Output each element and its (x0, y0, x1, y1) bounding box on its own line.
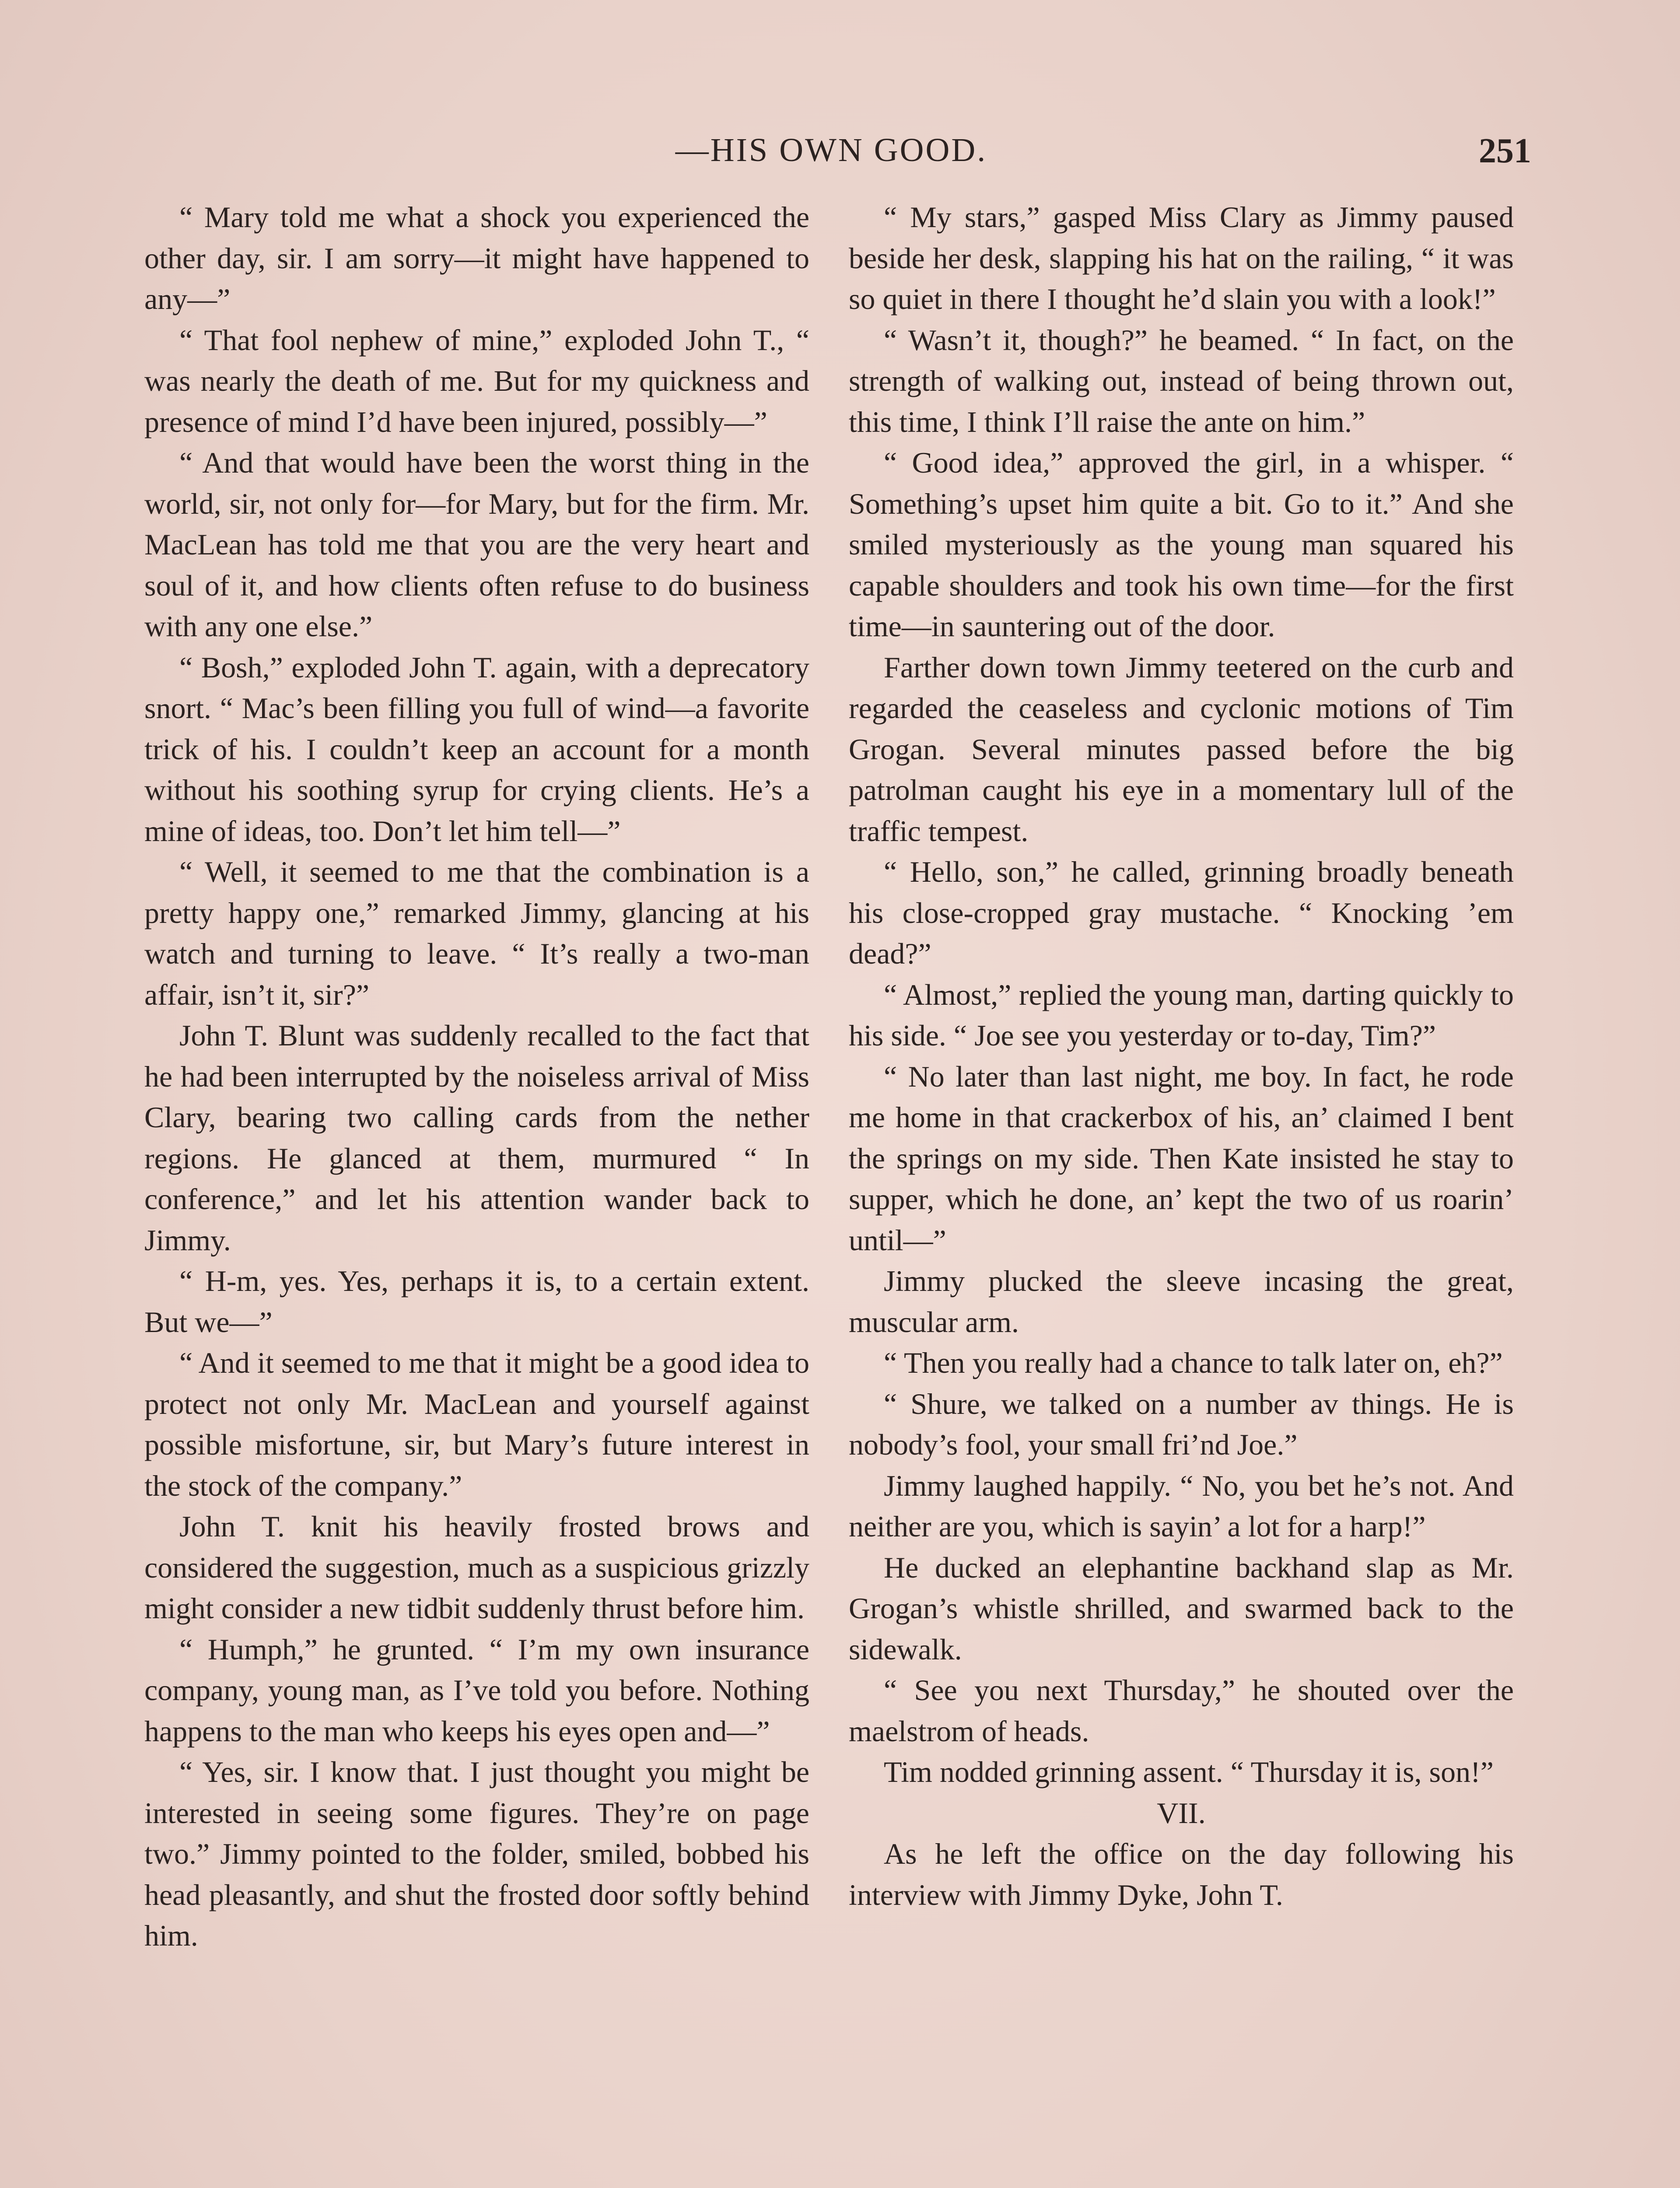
paragraph: Jimmy plucked the sleeve incasing the great, muscular arm. (849, 1264, 1514, 1339)
paragraph: “ Hello, son,” he called, grinning broadly beneath his close-cropped gray mustache. “ Knocking ’em dead?” (849, 855, 1514, 970)
paragraph: As he left the office on the day following his interview with Jimmy Dyke, John T. (849, 1837, 1514, 1911)
paragraph: “ H-m, yes. Yes, perhaps it is, to a certain extent. But we—” (144, 1264, 809, 1339)
paragraph: “ Humph,” he grunted. “ I’m my own insurance company, young man, as I’ve told you before. Nothing happens to the man who keeps his eyes open and—” (144, 1632, 809, 1748)
right-column (849, 197, 1514, 2188)
paragraph: “ And that would have been the worst thing in the world, sir, not only for—for Mary, but for the firm. Mr. MacLean has told me that you are the very heart and soul of it, and how clients often refuse to do business with any one else.” (144, 446, 809, 643)
paragraph: Farther down town Jimmy teetered on the curb and regarded the ceaseless and cyclonic motions of Tim Grogan. Several minutes passed before the big patrolman caught his eye in a momentary lull of the traffic tempest. (849, 650, 1514, 848)
paragraph: “ No later than last night, me boy. In fact, he rode me home in that crackerbox of his, an’ claimed I bent the springs on my side. Then Kate insisted he stay to supper, which he done, an’ kept the two of us roarin’ until—” (849, 1059, 1514, 1257)
page-number: 251 (1479, 132, 1531, 170)
left-column (144, 197, 809, 2188)
paragraph: “ Bosh,” exploded John T. again, with a deprecatory snort. “ Mac’s been filling you full of wind—a favorite trick of his. I couldn’t keep an account for a month without his soothing syrup for crying clients. He’s a mine of ideas, too. Don’t let him tell—” (144, 650, 809, 848)
paragraph: John T. Blunt was suddenly recalled to the fact that he had been interrupted by the noiseless arrival of Miss Clary, bearing two calling cards from the nether regions. He glanced at them, murmured “ In conference,” and let his attention wander back to Jimmy. (144, 1019, 809, 1257)
paragraph: “ Wasn’t it, though?” he beamed. “ In fact, on the strength of walking out, instead of being thrown out, this time, I think I’ll raise the ante on him.” (849, 323, 1514, 438)
paragraph: “ My stars,” gasped Miss Clary as Jimmy paused beside her desk, slapping his hat on the railing, “ it was so quiet in there I thought he’d slain you with a look!” (849, 200, 1514, 316)
paragraph: “ See you next Thursday,” he shouted over the maelstrom of heads. (849, 1673, 1514, 1748)
paragraph: “ Good idea,” approved the girl, in a whisper. “ Something’s upset him quite a bit. Go to it.” And she smiled mysteriously as the young man squared his capable shoulders and took his own time—for the first time—in sauntering out of the door. (849, 446, 1514, 643)
paragraph: “ That fool nephew of mine,” exploded John T., “ was nearly the death of me. But for my quickness and presence of mind I’d have been injured, possibly—” (144, 323, 809, 438)
section-heading: VII. (1157, 1796, 1206, 1830)
paragraph: “ Then you really had a chance to talk later on, eh?” (884, 1346, 1503, 1379)
paragraph: Tim nodded grinning assent. “ Thursday it is, son!” (884, 1755, 1494, 1788)
paragraph: “ Well, it seemed to me that the combination is a pretty happy one,” remarked Jimmy, glancing at his watch and turning to leave. “ It’s really a two-man affair, isn’t it, sir?” (144, 855, 809, 1011)
paragraph: “ Yes, sir. I know that. I just thought you might be interested in seeing some figures. They’re on page two.” Jimmy pointed to the folder, smiled, bobbed his head pleasantly, and shut the frosted door softly behind him. (144, 1755, 809, 1952)
paragraph: “ Mary told me what a shock you experienced the other day, sir. I am sorry—it might have happened to any—” (144, 200, 809, 316)
paragraph: “ Shure, we talked on a number av things. He is nobody’s fool, your small fri’nd Joe.” (849, 1387, 1514, 1461)
paragraph: “ Almost,” replied the young man, darting quickly to his side. “ Joe see you yesterday or to-day, Tim?” (849, 978, 1514, 1052)
paragraph: John T. knit his heavily frosted brows and considered the suggestion, much as a suspicious grizzly might consider a new tidbit suddenly thrust before him. (144, 1510, 809, 1625)
paragraph: He ducked an elephantine backhand slap as Mr. Grogan’s whistle shrilled, and swarmed back to the sidewalk. (849, 1550, 1514, 1666)
page-header (131, 131, 1531, 179)
paragraph: Jimmy laughed happily. “ No, you bet he’s not. And neither are you, which is sayin’ a lot for a harp!” (849, 1469, 1514, 1543)
running-title: —HIS OWN GOOD. (675, 132, 987, 168)
paragraph: “ And it seemed to me that it might be a good idea to protect not only Mr. MacLean and yourself against possible misfortune, sir, but Mary’s future interest in the stock of the company.” (144, 1346, 809, 1502)
